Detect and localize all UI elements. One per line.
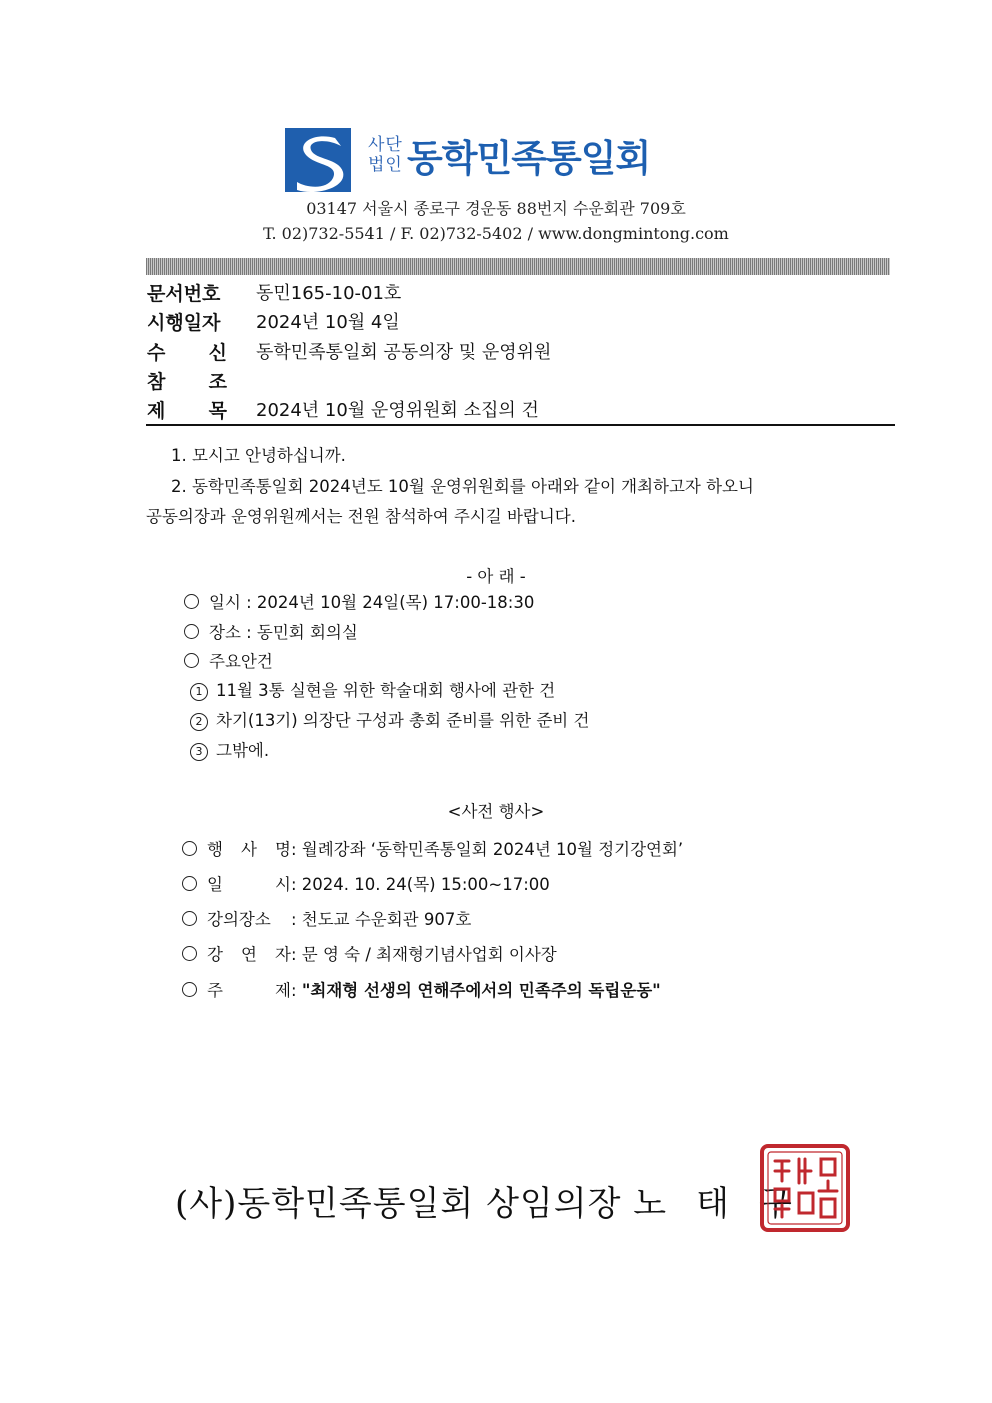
pre-event-row: 일 시 : 2024. 10. 24(목) 15:00~17:00 [182,873,550,897]
pre-event-row: 강 연 자 : 문 영 숙 / 최재형기념사업회 이사장 [182,943,557,967]
circled-number-icon: 1 [190,683,208,701]
bullet-circle-icon [182,982,197,997]
date-label: 시행일자 [147,312,221,334]
org-name: 동학민족통일회 [407,137,651,180]
below-separator: - 아 래 - [466,567,526,586]
date-value: 2024년 10월 4일 [256,312,400,333]
header-divider-band [146,258,890,275]
meta-bottom-rule [146,424,895,426]
detail-place: 장소 : 동민회 회의실 [184,621,358,645]
pre-event-row: 행 사 명 : 월례강좌 ‘동학민족통일회 2024년 10월 정기강연회’ [182,838,683,862]
detail-agenda-title: 주요안건 [184,650,273,674]
org-contact: T. 02)732-5541 / F. 02)732-5402 / www.dongmintong.com [263,224,729,243]
pre-event-row: 강의장소 : 천도교 수운회관 907호 [182,908,471,932]
pre-event-heading: <사전 행사> [447,802,545,821]
bullet-circle-icon [182,946,197,961]
bullet-circle-icon [182,841,197,856]
agenda-item: 3 그밖에. [190,739,269,763]
signature-line [175,1176,822,1225]
subject-value: 2024년 10월 운영위원회 소집의 건 [256,400,539,421]
doc-number-value: 동민165-10-01호 [256,283,402,304]
bullet-circle-icon [182,876,197,891]
org-emblem-icon [285,128,351,192]
signatory-title: (사)동학민족통일회 상임의장 [175,1184,622,1224]
pre-event-row: 주 제 : "최재형 선생의 연해주에서의 민족주의 독립운동" [182,979,661,1003]
bullet-circle-icon [184,624,199,639]
paragraph-2-line-1: 2. 동학민족통일회 2024년도 10월 운영위원회를 아래와 같이 개최하고자 하오니 [171,477,754,496]
paragraph-2-line-2: 공동의장과 운영위원께서는 전원 참석하여 주시길 바랍니다. [146,507,576,526]
circled-number-icon: 3 [190,743,208,761]
agenda-item: 2 차기(13기) 의장단 구성과 총회 준비를 위한 준비 건 [190,709,589,733]
reference-label: 참 조 [147,371,227,393]
circled-number-icon: 2 [190,713,208,731]
bullet-circle-icon [184,594,199,609]
recipient-label: 수 신 [147,342,227,364]
official-seal-icon [759,1143,851,1233]
subject-label: 제 목 [147,400,227,422]
org-logo [285,128,655,194]
bullet-circle-icon [182,911,197,926]
signatory-name: 노태구 [633,1184,822,1224]
org-address: 03147 서울시 종로구 경운동 88번지 수운회관 709호 [306,199,686,218]
doc-number-label: 문서번호 [147,283,221,305]
detail-datetime: 일시 : 2024년 10월 24일(목) 17:00-18:30 [184,591,534,615]
recipient-value: 동학민족통일회 공동의장 및 운영위원 [256,342,552,363]
logo-subtitle: 사단 법인 [368,135,403,175]
agenda-item: 1 11월 3통 실현을 위한 학술대회 행사에 관한 건 [190,679,555,703]
paragraph-1: 1. 모시고 안녕하십니까. [171,446,346,465]
bullet-circle-icon [184,653,199,668]
